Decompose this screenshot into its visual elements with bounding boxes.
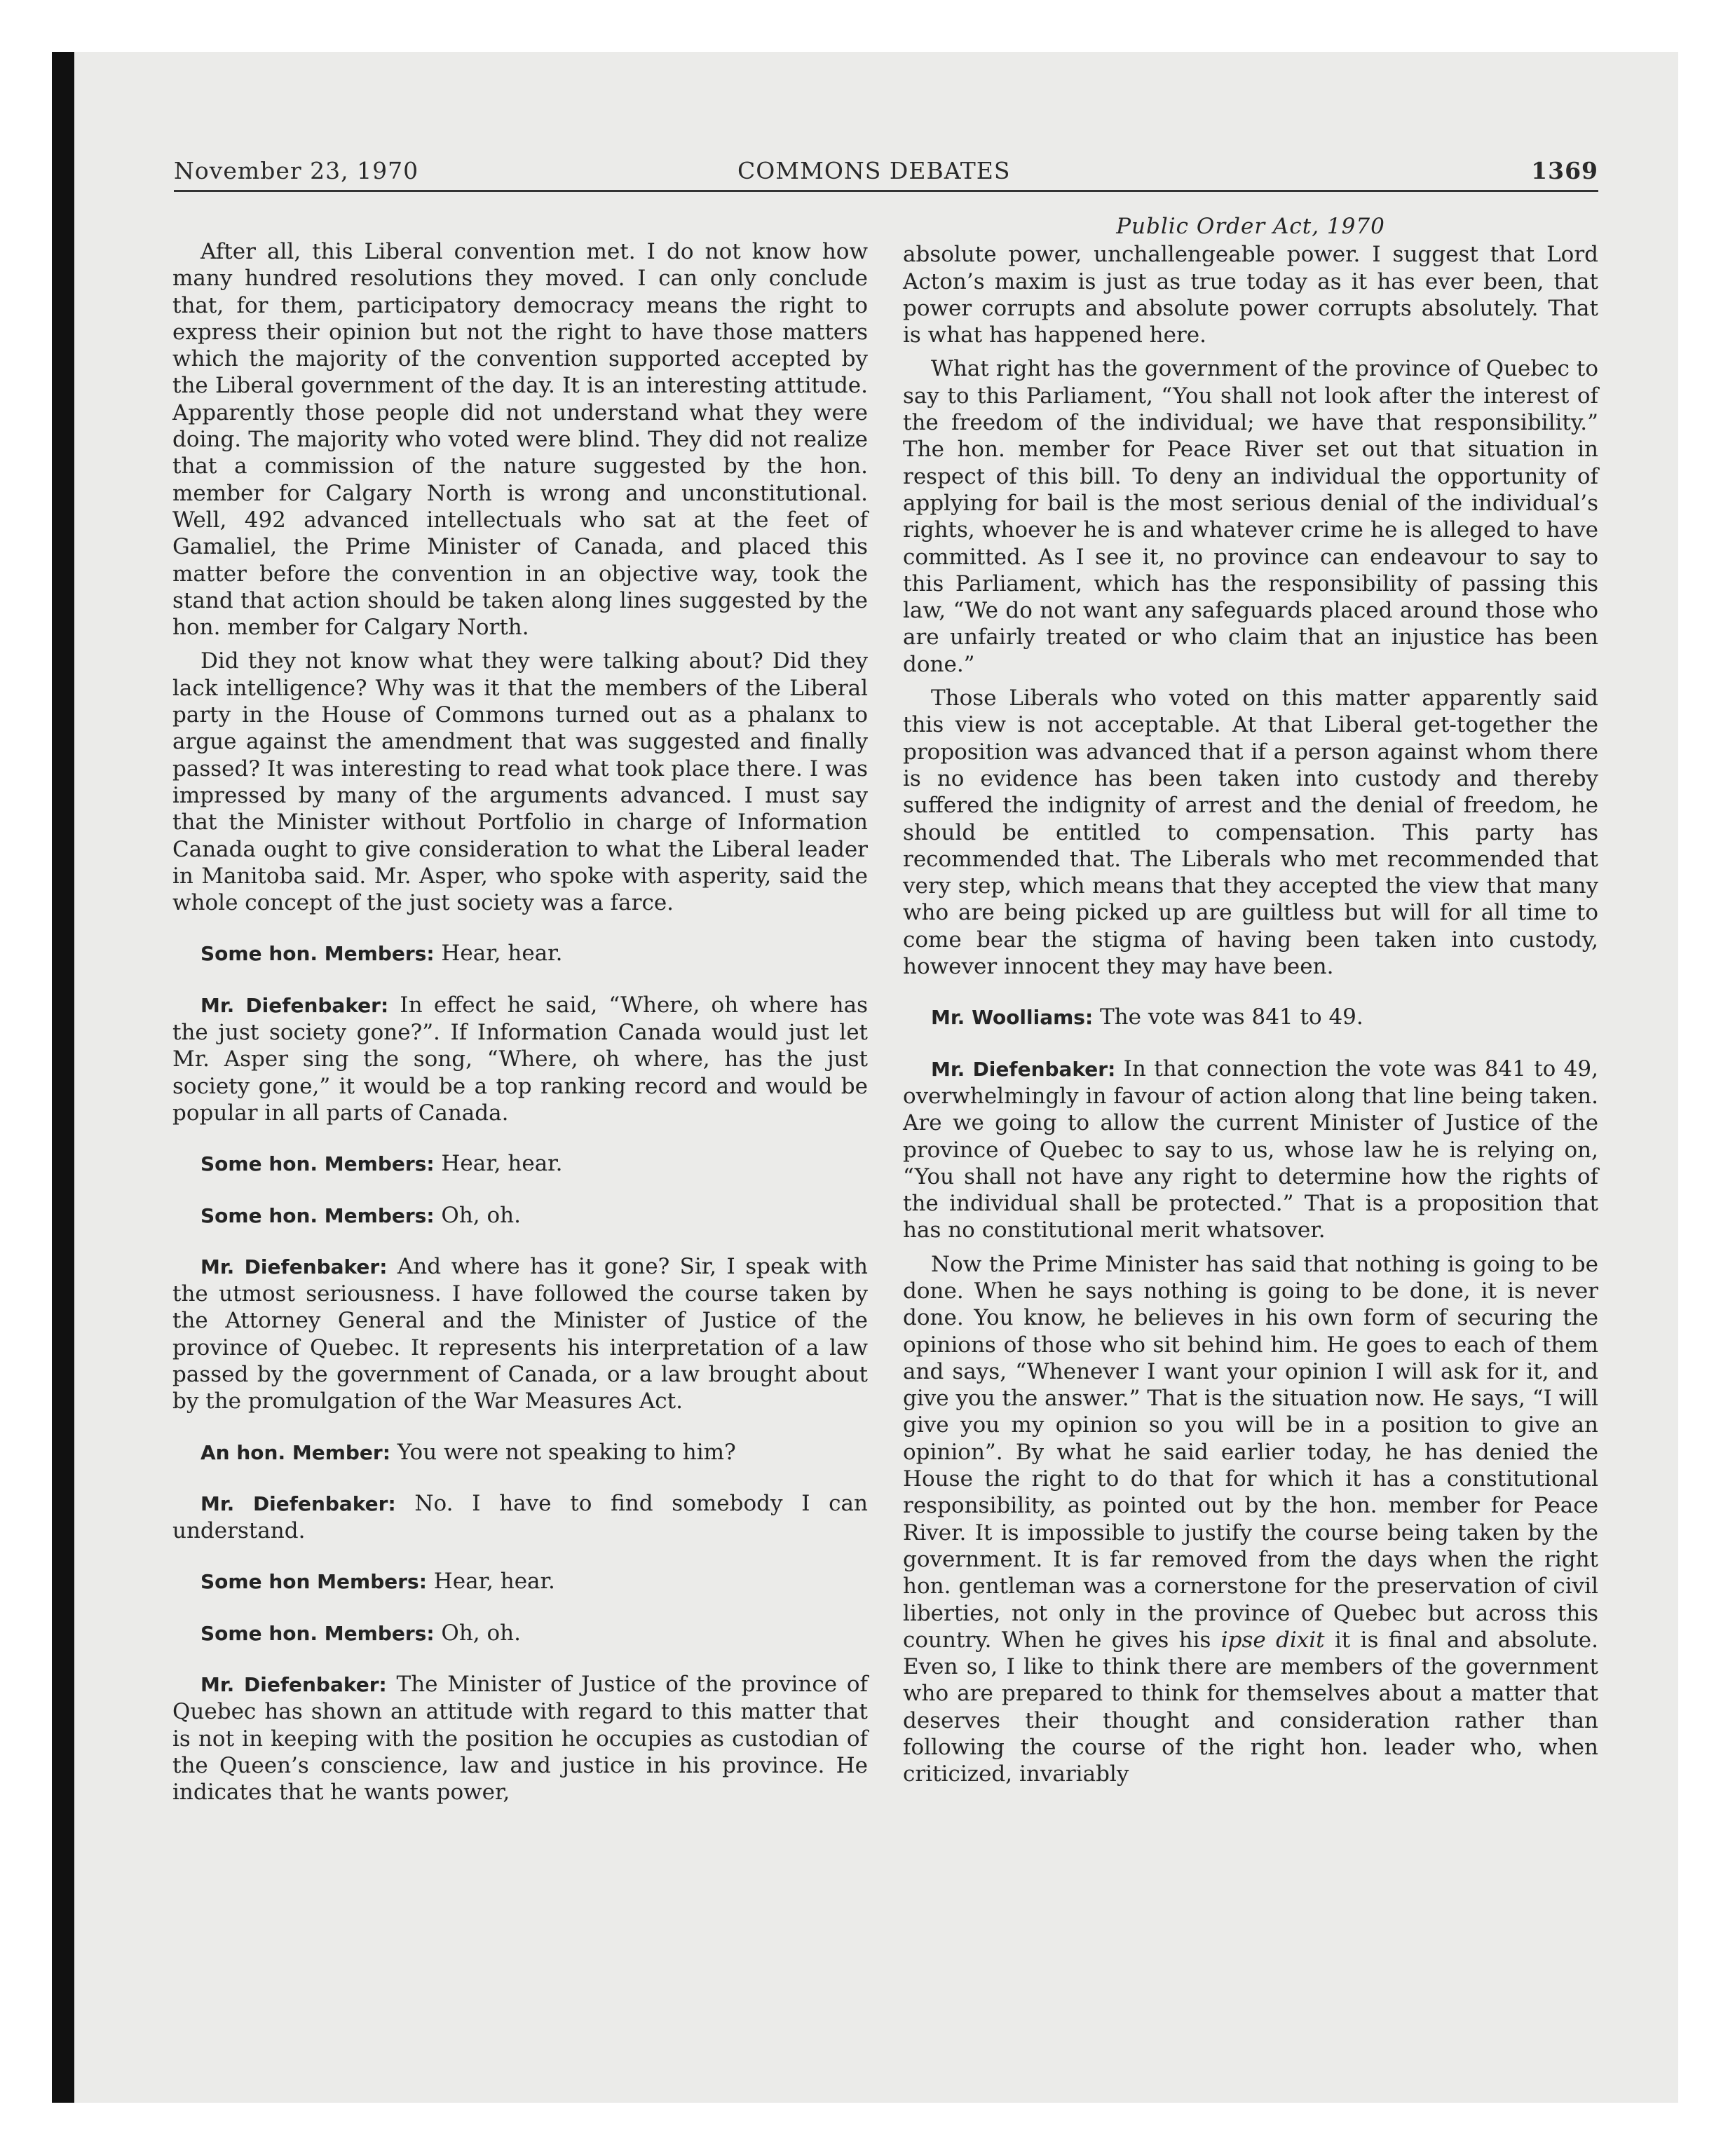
paragraph: After all, this Liberal convention met. I do not know how many hundred resolutions they moved. I can only conclude that, for them, participatory democracy means the right to express their opinion but not the right to have those matters which the majority of the convention supported accepted by the Liberal government of the day. It is an interesting attitude. Apparently those people did not understand what they were doing. The majority who voted were blind. They did not realize that a commission of the nature suggested by the hon. member for Calgary North is wrong and unconstitutional. Well, 492 advanced intellectuals who sat at the feet of Gamaliel, the Prime Minister of Canada, and placed this matter before the convention in an objective way, took the stand that action should be taken along lines suggested by the hon. member for Calgary North. xyxy=(172,239,868,641)
speaker-name: Mr. Diefenbaker: xyxy=(200,1492,396,1515)
paragraph-text: Now the Prime Minister has said that nothing is going to be done. When he says nothing is going to be done, it is never done. You know, he believes in his own form of securing the opinions of those who sit behind him. He goes to each of them and says, “Whenever I want your opinion I will ask for it, and give you the answer.” That is the situation now. He says, “I will give you my opinion so you will be in a position to give an opinion”. By what he said earlier today, he has denied the House the right to do that for which it has a constitutional responsibility, as pointed out by the hon. member for Peace River. It is impossible to justify the course being taken by the government. It is far removed from the days when the right hon. gentleman was a cornerstone for the preservation of civil liberties, not only in the province of Quebec but across this country. When he gives his xyxy=(903,1251,1598,1653)
speaker-name: Mr. Diefenbaker: xyxy=(200,993,389,1017)
speaker-name: Some hon. Members: xyxy=(200,1621,435,1645)
header-title: COMMONS DEBATES xyxy=(737,157,1011,184)
speech xyxy=(172,1253,868,1415)
paragraph: absolute power, unchallengeable power. I suggest that Lord Acton’s maxim is just as true today as it has ever been, that power corrupts and absolute power corrupts absolutely. That is what has happened here. xyxy=(903,242,1598,348)
speaker-name: Some hon. Members: xyxy=(200,942,435,966)
speaker-name: Mr. Woolliams: xyxy=(931,1006,1094,1030)
speech xyxy=(903,1004,1598,1031)
header-date: November 23, 1970 xyxy=(174,157,419,184)
speech xyxy=(172,1671,868,1806)
paragraph: What right has the government of the province of Quebec to say to this Parliament, “You shall not look after the interest of the freedom of the individual; we have that responsibility.” The hon. member for Peace River set out that situation in respect of this bill. To deny an individual the opportunity of applying for bail is the most serious denial of the individual’s rights, whoever he is and whatever crime he is alleged to have committed. As I see it, no province can endeavour to say to this Parliament, which has the responsibility of passing this law, “We do not want any safeguards placed around those who are unfairly treated or who claim that an injustice has been done.” xyxy=(903,356,1598,677)
page-number: 1369 xyxy=(1531,157,1598,184)
paragraph: Did they not know what they were talking about? Did they lack intelligence? Why was it that the members of the Liberal party in the House of Commons turned out as a phalanx to argue against the amendment that was suggested and finally passed? It was interesting to read what took place there. I was impressed by many of the arguments advanced. I must say that the Minister without Portfolio in charge of Information Canada ought to give consideration to what the Liberal leader in Manitoba said. Mr. Asper, who spoke with asperity, said the whole concept of the just society was a farce. xyxy=(172,648,868,916)
speech-text: In that connection the vote was 841 to 49, overwhelmingly in favour of action along that line being taken. Are we going to allow the current Minister of Justice of the province of Quebec to say to us, whose law he is relying on, “You shall not have any right to determine how the rights of the individual shall be protected.” That is a proposition that has no constitutional merit whatsover. xyxy=(903,1056,1598,1243)
speech-text: The Minister of Justice of the province of Quebec has shown an attitude with regard to this matter that is not in keeping with the position he occupies as custodian of the Queen’s conscience, law and justice in his province. He indicates that he wants power, xyxy=(172,1672,868,1806)
paragraph xyxy=(903,1251,1598,1788)
speech-text: Hear, hear. xyxy=(434,941,563,967)
speech-text: And where has it gone? Sir, I speak with the utmost seriousness. I have followed the course taken by the Attorney General and the Minister of Justice of the province of Quebec. It represents his interpretation of a law passed by the government of Canada, or a law brought about by the promulgation of the War Measures Act. xyxy=(172,1253,868,1414)
speech xyxy=(172,1202,868,1229)
speech xyxy=(172,1620,868,1647)
speech xyxy=(172,1490,868,1545)
speech-text: Oh, oh. xyxy=(434,1620,521,1646)
speech xyxy=(172,1568,868,1595)
speech-text: No. I have to find somebody I can understand. xyxy=(172,1490,868,1544)
speech xyxy=(172,1439,868,1466)
speaker-name: Some hon. Members: xyxy=(200,1203,435,1227)
paragraph-text: it is final and absolute. Even so, I like to think there are members of the government who are prepared to think for themselves about a matter that deserves their thought and consideration rather than following the course of the right hon. leader who, when criticized, invariably xyxy=(903,1627,1598,1787)
speaker-name: Mr. Diefenbaker: xyxy=(200,1255,388,1278)
speech xyxy=(172,1150,868,1178)
left-column xyxy=(172,238,868,1813)
speaker-name: An hon. Member: xyxy=(200,1440,390,1464)
speech-text: You were not speaking to him? xyxy=(390,1439,736,1465)
speech xyxy=(172,940,868,967)
scan-edge-bar xyxy=(52,52,74,2103)
speech xyxy=(172,992,868,1126)
speech xyxy=(903,1056,1598,1244)
speech-text: Hear, hear. xyxy=(426,1569,555,1595)
speaker-name: Some hon Members: xyxy=(200,1570,427,1594)
page-header xyxy=(174,144,1598,192)
latin-phrase: ipse dixit xyxy=(1220,1627,1325,1653)
speech-text: Oh, oh. xyxy=(434,1202,521,1228)
speech-text: Hear, hear. xyxy=(434,1151,563,1177)
speaker-name: Some hon. Members: xyxy=(200,1152,435,1176)
speech-text: In effect he said, “Where, oh where has the just society gone?”. If Information Canada would just let Mr. Asper sing the song, “Where, oh where, has the just society gone,” it would be a top ranking record and would be popular in all parts of Canada. xyxy=(172,992,868,1126)
speaker-name: Mr. Diefenbaker: xyxy=(200,1673,387,1697)
paragraph: Those Liberals who voted on this matter apparently said this view is not acceptable. At that Liberal get-together the proposition was advanced that if a person against whom there is no evidence has been taken into custody and thereby suffered the indignity of arrest and the denial of freedom, he should be entitled to compensation. This party has recommended that. The Liberals who met recommended that very step, which means that they accepted the view that many who are being picked up are guiltless but will for all time to come bear the stigma of having been taken into custody, however innocent they may have been. xyxy=(903,685,1598,980)
right-column xyxy=(903,213,1598,1795)
speaker-name: Mr. Diefenbaker: xyxy=(931,1057,1116,1081)
section-heading: Public Order Act, 1970 xyxy=(1116,214,1385,239)
speech-text: The vote was 841 to 49. xyxy=(1093,1004,1363,1030)
